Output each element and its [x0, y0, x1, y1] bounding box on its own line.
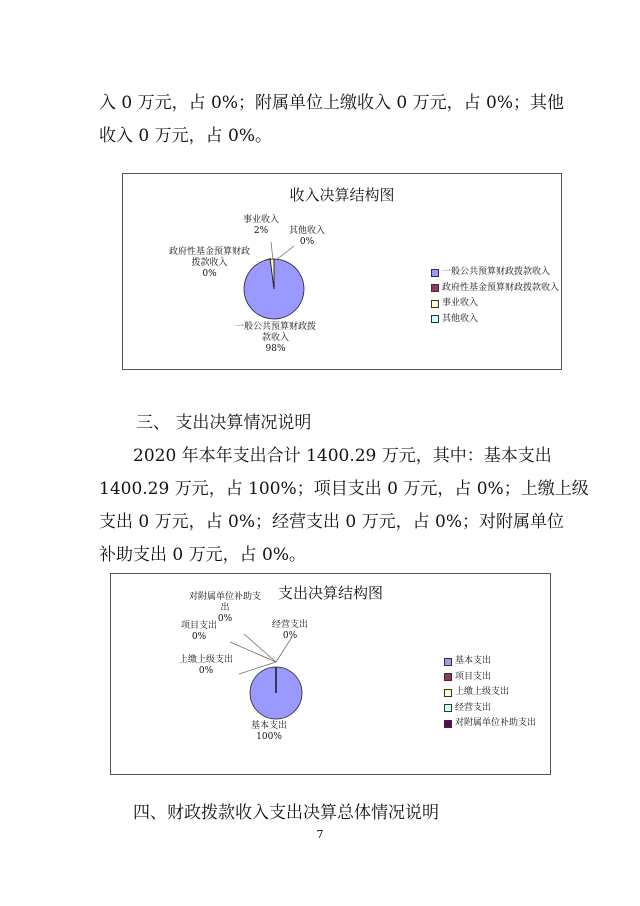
pie-label-zhengfu: 政府性基金预算财政 拨款收入 0% — [169, 247, 251, 279]
legend-item: 一般公共预算财政拨款收入 — [431, 265, 559, 281]
page-number: 7 — [316, 828, 324, 841]
leader-line — [271, 242, 273, 260]
chart-legend — [431, 265, 559, 327]
legend-swatch — [444, 673, 452, 681]
chart-title: 支出决算结构图 — [277, 584, 383, 602]
pie-label-shiye: 事业收入 2% — [243, 215, 280, 236]
pie-label-xiangmu: 项目支出 0% — [181, 621, 218, 642]
legend-item: 事业收入 — [431, 296, 559, 312]
section-heading: 三、 支出决算情况说明 — [136, 413, 312, 433]
section-heading: 四、财政拨款收入支出决算总体情况说明 — [133, 803, 439, 823]
expense-chart — [110, 573, 551, 775]
paragraph-line: 支出 0 万元，占 0%；经营支出 0 万元，占 0%；对附属单位 — [99, 512, 564, 532]
income-chart — [122, 173, 562, 370]
legend-swatch — [431, 284, 439, 292]
pie-label-qita: 其他收入 0% — [289, 226, 326, 247]
legend-swatch — [444, 704, 452, 712]
legend-swatch — [431, 269, 439, 277]
chart-title: 收入决算结构图 — [289, 186, 395, 204]
legend-item: 对附属单位补助支出 — [444, 716, 536, 732]
leader-line — [276, 246, 294, 260]
legend-item: 政府性基金预算财政拨款收入 — [431, 281, 559, 297]
pie-label-shangjiao: 上缴上级支出 0% — [179, 655, 234, 676]
legend-swatch — [444, 689, 452, 697]
paragraph-line: 入 0 万元，占 0%；附属单位上缴收入 0 万元，占 0%；其他 — [99, 93, 564, 113]
legend-swatch — [444, 720, 452, 728]
legend-item: 其他收入 — [431, 312, 559, 328]
legend-item: 上缴上级支出 — [444, 685, 536, 701]
legend-swatch — [431, 315, 439, 323]
legend-item: 经营支出 — [444, 701, 536, 717]
legend-item: 项目支出 — [444, 670, 536, 686]
pie-label-jiben: 基本支出 100% — [251, 721, 288, 742]
legend-swatch — [431, 300, 439, 308]
leader-line — [230, 642, 276, 662]
legend-swatch — [444, 658, 452, 666]
paragraph-line: 收入 0 万元，占 0%。 — [99, 126, 272, 146]
chart-legend — [444, 654, 536, 732]
pie-label-yiban: 一般公共预算财政拨 款收入 98% — [235, 322, 317, 354]
legend-item: 基本支出 — [444, 654, 536, 670]
paragraph-line: 2020 年本年支出合计 1400.29 万元，其中：基本支出 — [133, 446, 552, 466]
paragraph-line: 1400.29 万元，占 100%；项目支出 0 万元，占 0%；上缴上级 — [99, 479, 589, 499]
paragraph-line: 补助支出 0 万元，占 0%。 — [99, 545, 306, 565]
pie-label-fushu: 对附属单位补助支 出 0% — [189, 592, 262, 624]
pie-label-jingying: 经营支出 0% — [272, 620, 309, 641]
